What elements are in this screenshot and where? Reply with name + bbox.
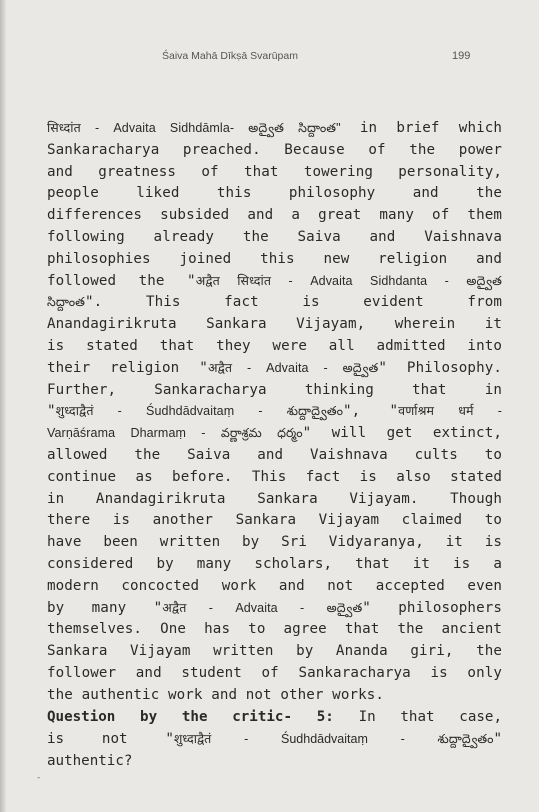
text-line: following already the Saiva and Vaishnava [47, 228, 502, 245]
text-line: Sankaracharya preached. Because of the power [47, 141, 502, 158]
main-paragraph [47, 118, 502, 707]
text-line: by many "अद्वैत - Advaita - అద్వైత" philosophers [47, 599, 502, 616]
text-line: allowed the Saiva and Vaishnava cults to [47, 446, 502, 463]
text-line: their religion "अद्वैत - Advaita - అద్వైత" Philosophy. [47, 359, 502, 376]
text-line: follower and student of Sankaracharya is only [47, 664, 502, 681]
text-line: there is another Sankara Vijayam claimed to [47, 512, 502, 529]
text-line: Sankara Vijayam written by Ananda giri, the [47, 643, 502, 660]
text-line: the authentic work and not other works. [47, 686, 385, 703]
text-line: Anandagirikruta Sankara Vijayam, wherein it [47, 316, 502, 333]
text-line: continue as before. This fact is also stated [47, 468, 502, 485]
book-title: Śaiva Mahā Dīkṣā Svarūpam [162, 50, 298, 62]
text-line: is stated that they were all admitted into [47, 337, 502, 354]
text-line: Question by the critic- 5: In that case, [47, 709, 502, 725]
text-line: Further, Sankaracharya thinking that in [47, 381, 502, 398]
text-line: people liked this philosophy and the [47, 185, 502, 202]
text-line: have been written by Sri Vidyaranya, it is [47, 534, 502, 551]
critic-question [47, 707, 502, 772]
text-line: modern concocted work and not accepted even [47, 577, 502, 594]
text-line: considered by many scholars, that it is a [47, 555, 502, 572]
text-line: in Anandagirikruta Sankara Vijayam. Though [47, 490, 502, 507]
margin-mark: - [36, 773, 42, 783]
text-line: and greatness of that towering personality, [47, 163, 502, 180]
text-line: is not "शुध्दाद्वैतं - Śudhdādvaitaṃ - శుద్దాద్వైతం" [47, 730, 502, 747]
running-header [0, 50, 539, 66]
text-line: followed the "अद्वैत सिध्दांत - Advaita Sidhdanta - అద్వైత [47, 272, 503, 289]
page-number: 199 [452, 50, 471, 62]
question-label: Question by the critic- 5: [47, 709, 334, 725]
text-line: authentic? [47, 752, 133, 769]
page-edge [0, 0, 6, 812]
text-line: philosophies joined this new religion and [47, 250, 502, 267]
text-line: सिध्दांत - Advaita Sidhdāmla- అద్వైత సిద్దాంత" in brief which [47, 120, 503, 136]
text-line: సిద్దాంత". This fact is evident from [47, 294, 502, 311]
text-line: "शुध्दाद्वैतं - Śudhdādvaitaṃ - శుద్దాద్వైతం", "वर्णाश्रम धर्म - [47, 403, 502, 420]
text-line: Varṇāśrama Dharmaṃ - వర్ణాశ్రమ ధర్మం" will get extinct, [47, 425, 502, 442]
text-line: differences subsided and a great many of them [47, 207, 502, 224]
text-line: themselves. One has to agree that the ancient [47, 621, 502, 638]
